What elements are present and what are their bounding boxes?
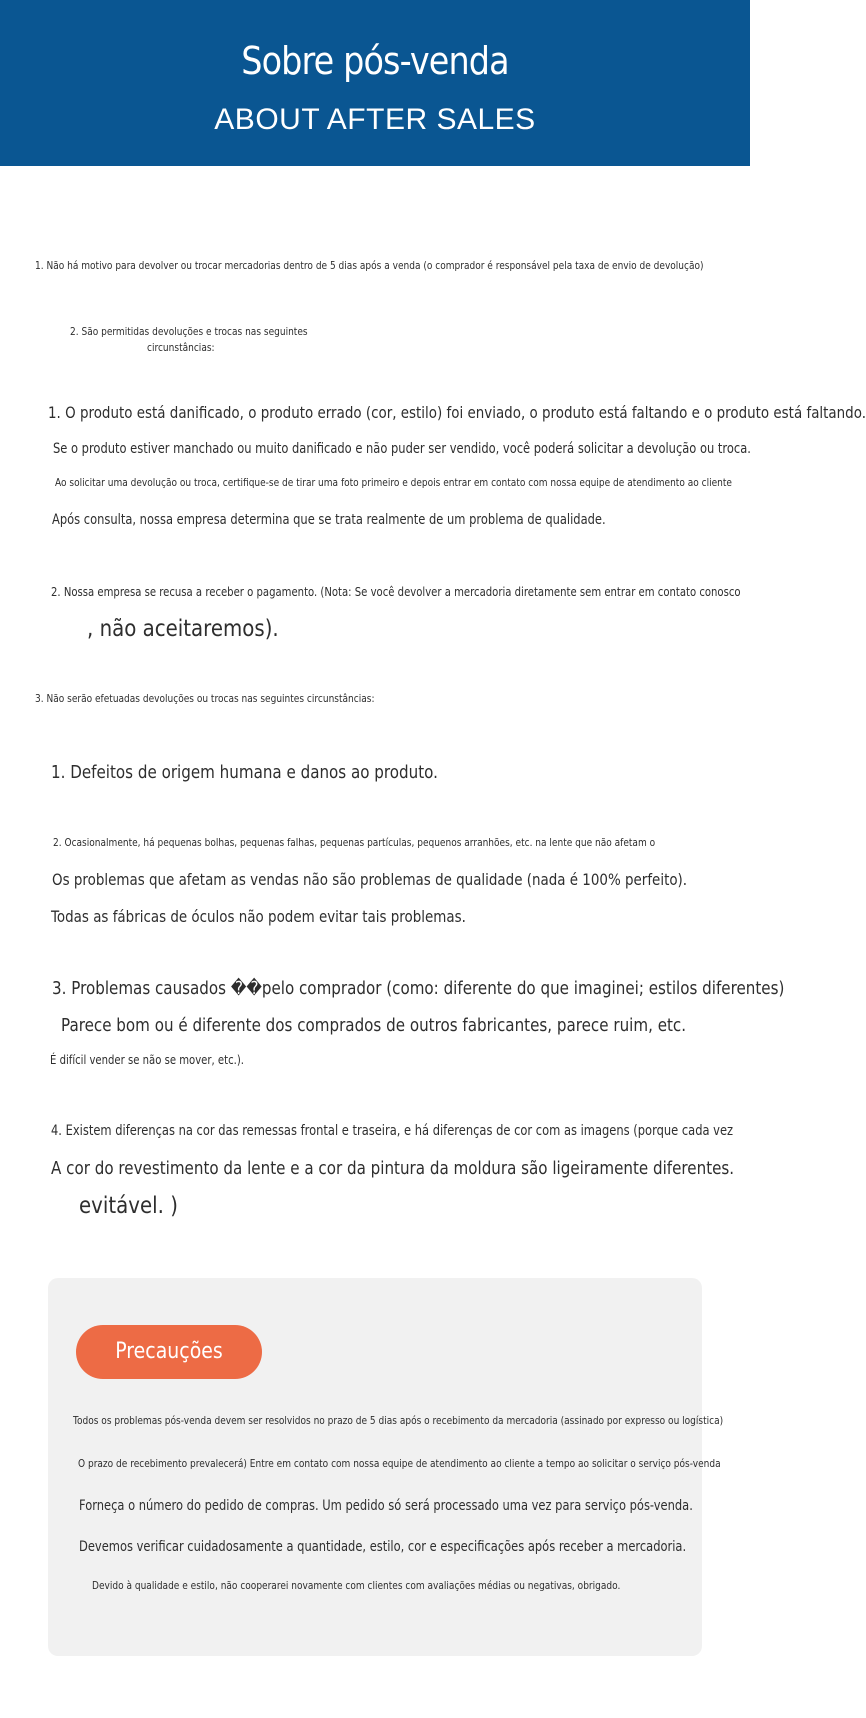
precautions-line-1: Todos os problemas pós-venda devem ser resolvidos no prazo de 5 dias após o recebimento da mercadoria (assinado por expresso ou logística) [73,1414,724,1427]
refused-case-3-line-1: 3. Problemas causados ��pelo comprador (como: diferente do que imaginei; estilos diferentes) [52,978,785,999]
allowed-case-2: 2. Nossa empresa se recusa a receber o pagamento. (Nota: Se você devolver a mercadoria diretamente sem entrar em contato conosco [51,585,741,599]
page-header [0,0,750,166]
refused-case-4-line-3: evitável. ) [79,1193,178,1219]
refused-case-3-line-3: É difícil vender se não se mover, etc.). [50,1053,244,1067]
allowed-case-1-quality-note: Após consulta, nossa empresa determina que se trata realmente de um problema de qualidade. [52,512,606,528]
allowed-case-1-photo-note: Ao solicitar uma devolução ou troca, certifique-se de tirar uma foto primeiro e depois entrar em contato com nossa equipe de atendimento ao cliente [55,476,732,489]
precautions-badge-label: Precauções [115,1339,223,1364]
precautions-line-5: Devido à qualidade e estilo, não cooperarei novamente com clientes com avaliações médias ou negativas, obrigado. [92,1579,621,1592]
policy-item-2-line-2: circunstâncias: [147,341,215,354]
policy-item-2-line-1: 2. São permitidas devoluções e trocas nas seguintes [70,325,308,338]
precautions-line-3: Forneça o número do pedido de compras. Um pedido só será processado uma vez para serviço pós-venda. [79,1498,693,1514]
page-subtitle: ABOUT AFTER SALES [214,103,536,136]
refused-case-4-line-1: 4. Existem diferenças na cor das remessas frontal e traseira, e há diferenças de cor com as imagens (porque cada vez [51,1123,734,1139]
precautions-line-2: O prazo de recebimento prevalecerá) Entre em contato com nossa equipe de atendimento ao cliente a tempo ao solicitar o serviço pós-venda [78,1457,721,1470]
precautions-line-4: Devemos verificar cuidadosamente a quantidade, estilo, cor e especificações após receber a mercadoria. [79,1539,687,1555]
refused-case-2-line-1: 2. Ocasionalmente, há pequenas bolhas, pequenas falhas, pequenas partículas, pequenos arranhões, etc. na lente que não afetam o [53,836,656,849]
allowed-case-2-continued: , não aceitaremos). [87,616,279,642]
policy-item-1: 1. Não há motivo para devolver ou trocar mercadorias dentro de 5 dias após a venda (o comprador é responsável pela taxa de envio de devolução) [35,259,704,272]
page-title: Sobre pós-venda [241,39,509,83]
refused-case-1: 1. Defeitos de origem humana e danos ao produto. [51,762,438,783]
refused-case-4-line-2: A cor do revestimento da lente e a cor da pintura da moldura são ligeiramente diferentes. [51,1158,735,1179]
precautions-badge [76,1325,262,1379]
refused-case-2-line-2: Os problemas que afetam as vendas não são problemas de qualidade (nada é 100% perfeito). [52,870,688,889]
allowed-case-1-detail: Se o produto estiver manchado ou muito danificado e não puder ser vendido, você poderá solicitar a devolução ou troca. [53,441,751,457]
allowed-case-1: 1. O produto está danificado, o produto errado (cor, estilo) foi enviado, o produto está faltando e o produto está faltando. [48,403,866,422]
policy-item-3: 3. Não serão efetuadas devoluções ou trocas nas seguintes circunstâncias: [35,692,375,705]
refused-case-3-line-2: Parece bom ou é diferente dos comprados de outros fabricantes, parece ruim, etc. [61,1015,687,1036]
refused-case-2-line-3: Todas as fábricas de óculos não podem evitar tais problemas. [51,907,466,926]
